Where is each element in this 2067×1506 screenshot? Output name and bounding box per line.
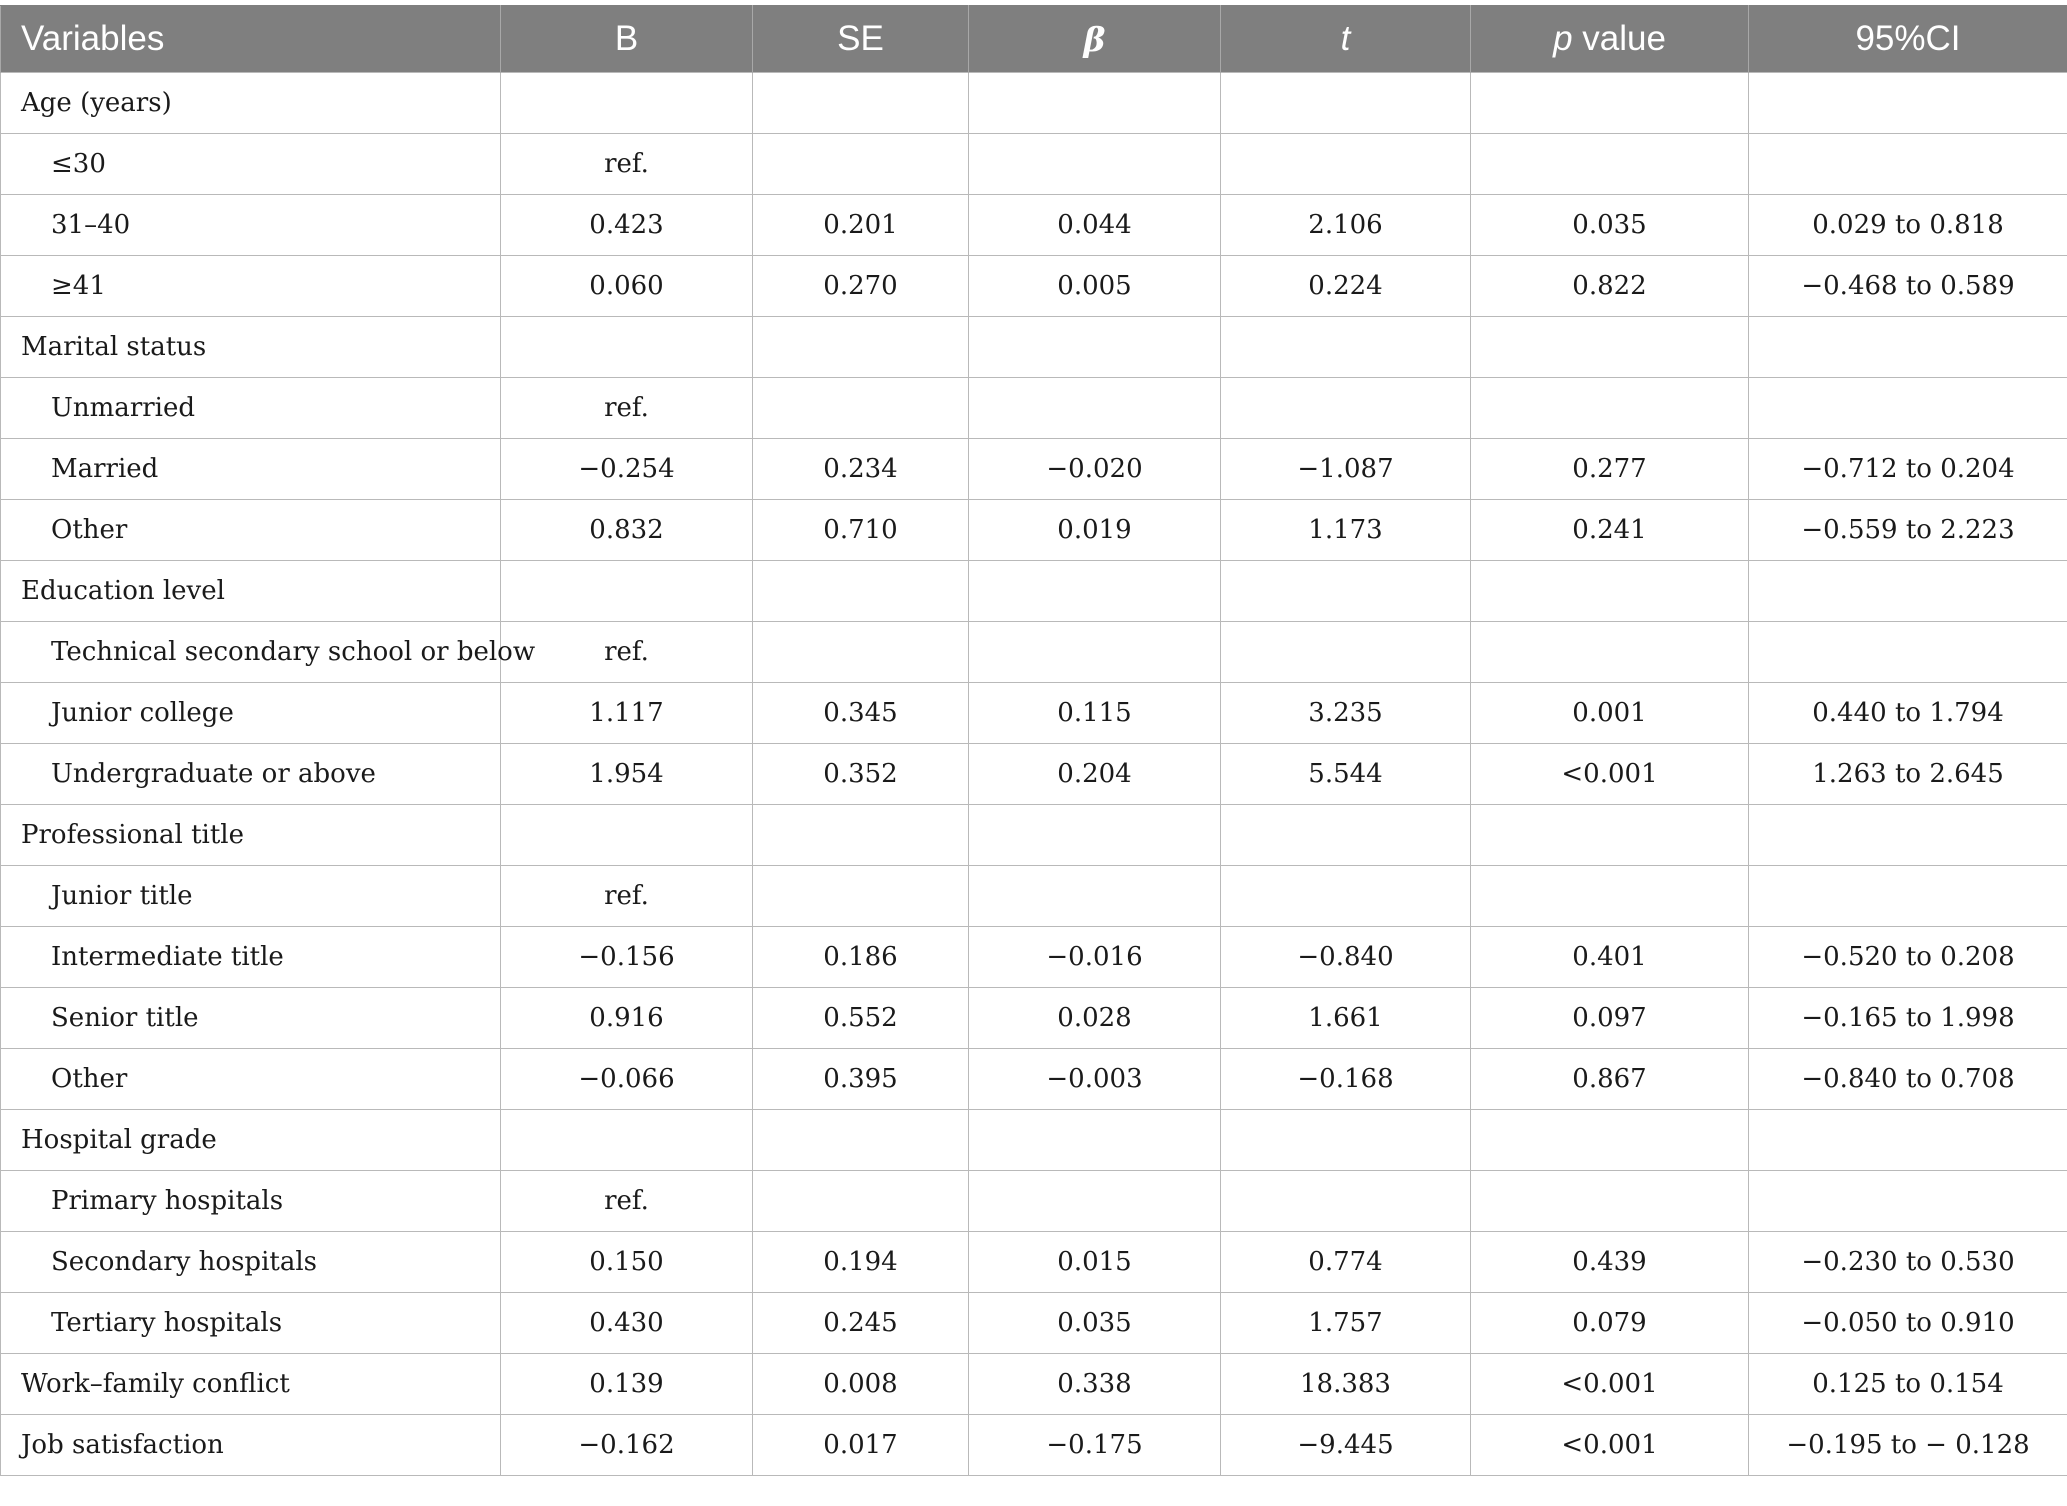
cell-p-value: 0.097 (1471, 988, 1749, 1049)
row-sublabel: Senior title (1, 988, 501, 1049)
cell-beta: 0.015 (969, 1232, 1221, 1293)
cell-se (753, 378, 969, 439)
cell-b: ref. (501, 622, 753, 683)
cell-beta: −0.016 (969, 927, 1221, 988)
cell-t (1221, 805, 1471, 866)
cell-t (1221, 866, 1471, 927)
cell-beta (969, 134, 1221, 195)
cell-t: 1.757 (1221, 1293, 1471, 1354)
cell-ci: 1.263 to 2.645 (1749, 744, 2067, 805)
row-label: Job satisfaction (1, 1415, 501, 1476)
cell-beta (969, 622, 1221, 683)
header-p-letter: p (1553, 19, 1573, 58)
cell-se: 0.552 (753, 988, 969, 1049)
cell-beta (969, 866, 1221, 927)
cell-b: ref. (501, 866, 753, 927)
cell-p-value: <0.001 (1471, 744, 1749, 805)
cell-b: 1.117 (501, 683, 753, 744)
header-variables: Variables (1, 6, 501, 73)
cell-ci (1749, 622, 2067, 683)
table-row (1, 256, 2067, 317)
cell-beta: 0.035 (969, 1293, 1221, 1354)
row-sublabel: Other (1, 1049, 501, 1110)
cell-se (753, 1110, 969, 1171)
cell-t (1221, 622, 1471, 683)
cell-se: 0.352 (753, 744, 969, 805)
cell-se (753, 73, 969, 134)
row-sublabel: ≥41 (1, 256, 501, 317)
cell-ci: −0.712 to 0.204 (1749, 439, 2067, 500)
cell-t: −1.087 (1221, 439, 1471, 500)
cell-ci: −0.050 to 0.910 (1749, 1293, 2067, 1354)
cell-t: 18.383 (1221, 1354, 1471, 1415)
cell-ci: −0.840 to 0.708 (1749, 1049, 2067, 1110)
cell-ci: −0.520 to 0.208 (1749, 927, 2067, 988)
table-row (1, 866, 2067, 927)
table-row (1, 1110, 2067, 1171)
cell-t (1221, 1110, 1471, 1171)
cell-se: 0.270 (753, 256, 969, 317)
row-sublabel: Secondary hospitals (1, 1232, 501, 1293)
cell-se: 0.017 (753, 1415, 969, 1476)
cell-beta: −0.020 (969, 439, 1221, 500)
cell-se (753, 134, 969, 195)
row-sublabel: Undergraduate or above (1, 744, 501, 805)
row-sublabel: Primary hospitals (1, 1171, 501, 1232)
cell-ci (1749, 73, 2067, 134)
cell-se (753, 317, 969, 378)
cell-se: 0.345 (753, 683, 969, 744)
cell-beta (969, 73, 1221, 134)
cell-b (501, 73, 753, 134)
table-row (1, 73, 2067, 134)
cell-p-value (1471, 866, 1749, 927)
cell-p-value (1471, 1171, 1749, 1232)
cell-t (1221, 73, 1471, 134)
cell-beta: 0.338 (969, 1354, 1221, 1415)
cell-b: 0.060 (501, 256, 753, 317)
row-sublabel: Junior college (1, 683, 501, 744)
cell-ci (1749, 866, 2067, 927)
cell-t: −0.840 (1221, 927, 1471, 988)
table-row (1, 1293, 2067, 1354)
row-sublabel: Other (1, 500, 501, 561)
cell-se: 0.395 (753, 1049, 969, 1110)
cell-p-value: 0.822 (1471, 256, 1749, 317)
cell-ci: 0.029 to 0.818 (1749, 195, 2067, 256)
table-row (1, 561, 2067, 622)
cell-se (753, 805, 969, 866)
header-beta: β (969, 6, 1221, 73)
table-row (1, 927, 2067, 988)
cell-p-value (1471, 378, 1749, 439)
cell-b: −0.156 (501, 927, 753, 988)
cell-se (753, 866, 969, 927)
cell-beta (969, 317, 1221, 378)
cell-b: 0.430 (501, 1293, 753, 1354)
cell-ci: −0.230 to 0.530 (1749, 1232, 2067, 1293)
cell-t (1221, 561, 1471, 622)
cell-b: 0.139 (501, 1354, 753, 1415)
cell-t (1221, 134, 1471, 195)
table-row (1, 1354, 2067, 1415)
header-p-suffix: value (1572, 19, 1666, 58)
cell-b: 0.150 (501, 1232, 753, 1293)
table-row (1, 1171, 2067, 1232)
cell-b: ref. (501, 1171, 753, 1232)
cell-ci (1749, 1110, 2067, 1171)
cell-se: 0.201 (753, 195, 969, 256)
cell-beta (969, 561, 1221, 622)
header-row (1, 6, 2067, 73)
cell-beta (969, 1110, 1221, 1171)
cell-ci (1749, 317, 2067, 378)
table-row (1, 1049, 2067, 1110)
cell-se (753, 1171, 969, 1232)
cell-ci: −0.559 to 2.223 (1749, 500, 2067, 561)
cell-p-value: 0.401 (1471, 927, 1749, 988)
cell-se: 0.194 (753, 1232, 969, 1293)
cell-t: 5.544 (1221, 744, 1471, 805)
cell-beta: −0.175 (969, 1415, 1221, 1476)
cell-b: 0.832 (501, 500, 753, 561)
cell-t: −0.168 (1221, 1049, 1471, 1110)
cell-p-value (1471, 622, 1749, 683)
row-sublabel: Intermediate title (1, 927, 501, 988)
cell-se: 0.245 (753, 1293, 969, 1354)
cell-p-value: 0.001 (1471, 683, 1749, 744)
table-row (1, 683, 2067, 744)
header-t (1221, 6, 1471, 73)
table-row (1, 378, 2067, 439)
cell-se (753, 622, 969, 683)
cell-beta: 0.005 (969, 256, 1221, 317)
row-label: Age (years) (1, 73, 501, 134)
table-row (1, 439, 2067, 500)
cell-t: 0.774 (1221, 1232, 1471, 1293)
cell-t: 1.173 (1221, 500, 1471, 561)
cell-ci (1749, 1171, 2067, 1232)
row-label: Professional title (1, 805, 501, 866)
row-sublabel: 31–40 (1, 195, 501, 256)
cell-p-value: 0.035 (1471, 195, 1749, 256)
table-row (1, 988, 2067, 1049)
cell-t (1221, 317, 1471, 378)
cell-p-value: 0.241 (1471, 500, 1749, 561)
header-t-label: t (1340, 19, 1351, 58)
row-label: Work–family conflict (1, 1354, 501, 1415)
row-sublabel: Technical secondary school or below (1, 622, 501, 683)
cell-ci (1749, 378, 2067, 439)
cell-beta: 0.115 (969, 683, 1221, 744)
cell-p-value (1471, 134, 1749, 195)
cell-p-value (1471, 561, 1749, 622)
cell-se: 0.234 (753, 439, 969, 500)
cell-p-value (1471, 73, 1749, 134)
cell-p-value: 0.439 (1471, 1232, 1749, 1293)
cell-beta: 0.044 (969, 195, 1221, 256)
cell-b (501, 805, 753, 866)
table-row (1, 1232, 2067, 1293)
cell-p-value: <0.001 (1471, 1354, 1749, 1415)
header-p-value (1471, 6, 1749, 73)
header-ci: 95%CI (1749, 6, 2067, 73)
row-label: Marital status (1, 317, 501, 378)
cell-p-value (1471, 317, 1749, 378)
cell-se (753, 561, 969, 622)
cell-se: 0.008 (753, 1354, 969, 1415)
cell-b: 0.423 (501, 195, 753, 256)
cell-b: 0.916 (501, 988, 753, 1049)
cell-b: ref. (501, 378, 753, 439)
cell-t: 0.224 (1221, 256, 1471, 317)
cell-t: 1.661 (1221, 988, 1471, 1049)
cell-b (501, 317, 753, 378)
row-sublabel: ≤30 (1, 134, 501, 195)
table-row (1, 1415, 2067, 1476)
cell-ci (1749, 561, 2067, 622)
cell-beta (969, 805, 1221, 866)
cell-t (1221, 1171, 1471, 1232)
cell-ci: 0.125 to 0.154 (1749, 1354, 2067, 1415)
header-b: B (501, 6, 753, 73)
cell-b (501, 561, 753, 622)
cell-ci: −0.195 to − 0.128 (1749, 1415, 2067, 1476)
table-row (1, 744, 2067, 805)
cell-beta: −0.003 (969, 1049, 1221, 1110)
cell-b: −0.254 (501, 439, 753, 500)
table-row (1, 500, 2067, 561)
cell-beta (969, 1171, 1221, 1232)
cell-se: 0.186 (753, 927, 969, 988)
table-row (1, 195, 2067, 256)
cell-ci: 0.440 to 1.794 (1749, 683, 2067, 744)
cell-ci (1749, 134, 2067, 195)
regression-table (0, 5, 2067, 1476)
row-sublabel: Married (1, 439, 501, 500)
cell-p-value: 0.277 (1471, 439, 1749, 500)
cell-ci: −0.165 to 1.998 (1749, 988, 2067, 1049)
cell-t: −9.445 (1221, 1415, 1471, 1476)
cell-beta: 0.019 (969, 500, 1221, 561)
table-row (1, 134, 2067, 195)
cell-t: 3.235 (1221, 683, 1471, 744)
row-sublabel: Unmarried (1, 378, 501, 439)
cell-p-value (1471, 1110, 1749, 1171)
table-body (1, 73, 2067, 1476)
cell-p-value: 0.867 (1471, 1049, 1749, 1110)
cell-t (1221, 378, 1471, 439)
cell-p-value: <0.001 (1471, 1415, 1749, 1476)
cell-b: −0.066 (501, 1049, 753, 1110)
cell-p-value: 0.079 (1471, 1293, 1749, 1354)
cell-beta (969, 378, 1221, 439)
table-row (1, 317, 2067, 378)
cell-se: 0.710 (753, 500, 969, 561)
cell-t: 2.106 (1221, 195, 1471, 256)
cell-b (501, 1110, 753, 1171)
cell-ci: −0.468 to 0.589 (1749, 256, 2067, 317)
row-sublabel: Tertiary hospitals (1, 1293, 501, 1354)
cell-p-value (1471, 805, 1749, 866)
table-row (1, 622, 2067, 683)
cell-ci (1749, 805, 2067, 866)
cell-beta: 0.204 (969, 744, 1221, 805)
cell-b: 1.954 (501, 744, 753, 805)
row-sublabel: Junior title (1, 866, 501, 927)
table-row (1, 805, 2067, 866)
row-label: Education level (1, 561, 501, 622)
row-label: Hospital grade (1, 1110, 501, 1171)
cell-b: −0.162 (501, 1415, 753, 1476)
cell-beta: 0.028 (969, 988, 1221, 1049)
cell-b: ref. (501, 134, 753, 195)
header-se: SE (753, 6, 969, 73)
